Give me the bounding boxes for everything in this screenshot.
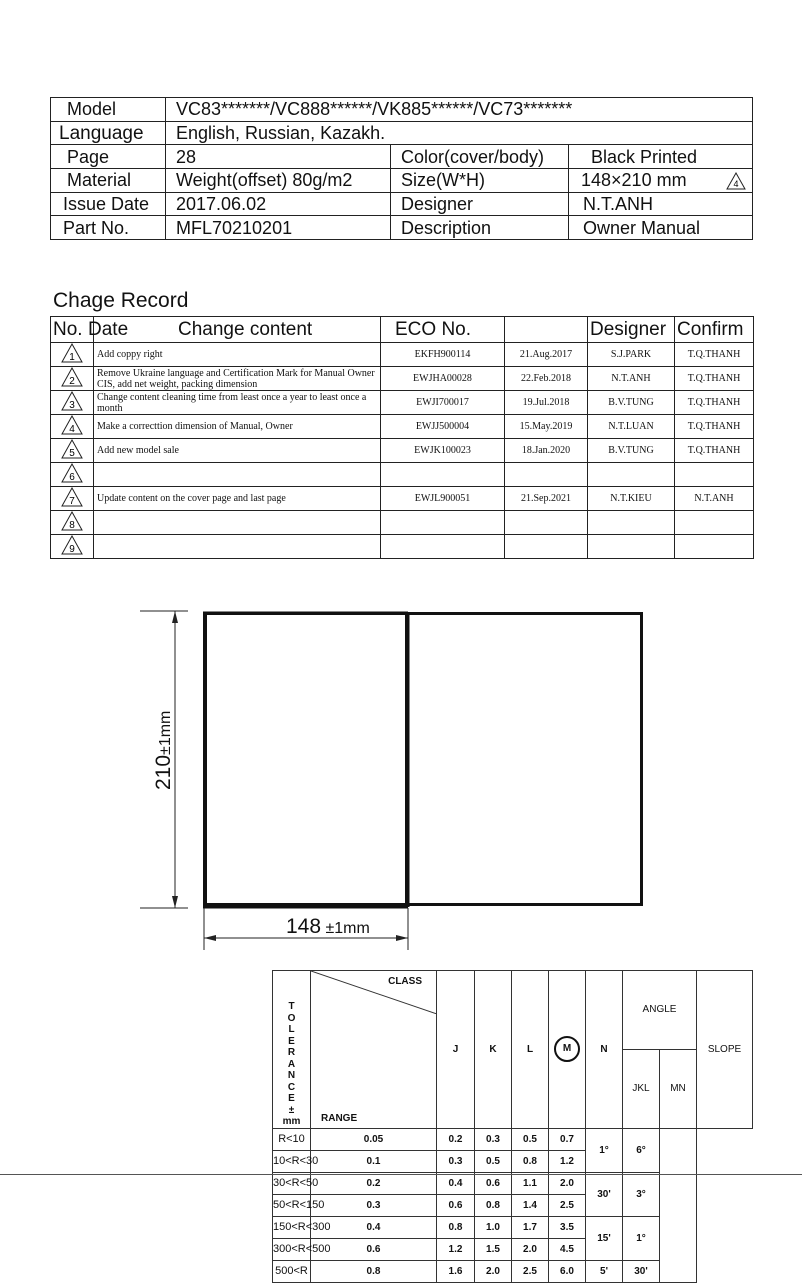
page-label: Page: [51, 145, 166, 169]
page-left-frame: [204, 612, 409, 906]
range-value: 150<R<300: [273, 1216, 311, 1238]
tolerance-j: 0.1: [311, 1150, 437, 1172]
change-date: [505, 535, 588, 559]
tolerance-j: 0.4: [311, 1216, 437, 1238]
revision-triangle-icon: [51, 415, 94, 439]
range-value: 10<R<30: [273, 1150, 311, 1172]
change-record-row: [51, 391, 754, 415]
change-content: [94, 463, 381, 487]
angle-mn: 3°: [623, 1172, 660, 1216]
description-label: Description: [391, 216, 569, 240]
arrow-left-icon: [204, 935, 216, 941]
revision-triangle-icon: [51, 343, 94, 367]
revision-number: 3: [69, 400, 75, 411]
tolerance-j: 0.2: [311, 1172, 437, 1194]
col-j: J: [437, 971, 475, 1129]
change-content: Remove Ukraine language and Certification Mark for Manual Owner CIS, add net weight, packing dimension: [94, 367, 381, 391]
confirm: N.T.ANH: [675, 487, 754, 511]
width-label: [286, 915, 370, 939]
change-date: [505, 511, 588, 535]
revision-triangle-icon: [51, 391, 94, 415]
revision-triangle-icon: [51, 439, 94, 463]
tolerance-k: 0.4: [437, 1172, 475, 1194]
confirm: [675, 535, 754, 559]
revision-number: 9: [69, 544, 75, 555]
tolerance-side-char: C: [287, 1081, 296, 1093]
triangle-icon: [61, 343, 83, 363]
confirm: T.Q.THANH: [675, 415, 754, 439]
header-eco-no: ECO No.: [381, 317, 505, 343]
part-no-label: Part No.: [51, 216, 166, 240]
change-record-table: [50, 316, 754, 559]
col-l: L: [512, 971, 549, 1129]
change-date: 18.Jan.2020: [505, 439, 588, 463]
tolerance-m: 1.7: [512, 1216, 549, 1238]
range-label: RANGE: [321, 1112, 358, 1124]
tolerance-l: 0.8: [475, 1194, 512, 1216]
tolerance-n: 2.0: [549, 1172, 586, 1194]
eco-no: [381, 535, 505, 559]
tolerance-m: 2.0: [512, 1238, 549, 1260]
angle-jkl: 5': [586, 1260, 623, 1282]
tolerance-side-char: N: [287, 1070, 296, 1081]
change-content: Make a correcttion dimension of Manual, Owner: [94, 415, 381, 439]
tolerance-m: 0.8: [512, 1150, 549, 1172]
change-record-row: [51, 511, 754, 535]
tolerance-side-char: ±: [288, 1104, 295, 1116]
tolerance-m: 1.1: [512, 1172, 549, 1194]
tolerance-k: 0.3: [437, 1150, 475, 1172]
header-change-content: Change content: [94, 317, 381, 343]
tolerance-l: 2.0: [475, 1260, 512, 1282]
change-record-row: [51, 367, 754, 391]
designer: N.T.KIEU: [588, 487, 675, 511]
eco-no: EWJJ500004: [381, 415, 505, 439]
model-label: Model: [51, 98, 166, 122]
confirm: T.Q.THANH: [675, 439, 754, 463]
language-label: Language: [51, 121, 166, 145]
height-value: 210: [152, 754, 175, 790]
change-record-row: [51, 535, 754, 559]
tolerance-n: 2.5: [549, 1194, 586, 1216]
tolerance-j: 0.05: [311, 1128, 437, 1150]
tolerance-l: 1.0: [475, 1216, 512, 1238]
triangle-icon: [61, 415, 83, 435]
revision-triangle-icon: [51, 511, 94, 535]
tolerance-table: [272, 970, 753, 1283]
revision-number: 4: [69, 424, 75, 435]
page-right-frame: [407, 612, 643, 906]
angle-mn: 6°: [623, 1128, 660, 1172]
tolerance-side-char: E: [288, 1035, 295, 1047]
tolerance-side-char: R: [287, 1047, 296, 1058]
header-blank: [505, 317, 588, 343]
angle-mn: 1°: [623, 1216, 660, 1260]
designer: N.T.ANH: [588, 367, 675, 391]
eco-no: EWJK100023: [381, 439, 505, 463]
header-confirm: Confirm: [675, 317, 754, 343]
material-value: Weight(offset) 80g/m2: [166, 169, 391, 193]
height-label: [152, 711, 176, 790]
width-tolerance: ±1mm: [325, 920, 370, 937]
tolerance-side-label: [273, 971, 311, 1129]
confirm: T.Q.THANH: [675, 367, 754, 391]
change-content: Change content cleaning time from least once a year to least once a month: [94, 391, 381, 415]
change-date: 15.May.2019: [505, 415, 588, 439]
eco-no: [381, 511, 505, 535]
description-value: Owner Manual: [569, 216, 753, 240]
angle-mn: 30': [623, 1260, 660, 1282]
revision-triangle-icon: [51, 487, 94, 511]
issue-date-value: 2017.06.02: [166, 192, 391, 216]
arrow-up-icon: [172, 611, 178, 623]
col-n: N: [586, 971, 623, 1129]
confirm: [675, 511, 754, 535]
change-date: 21.Sep.2021: [505, 487, 588, 511]
tolerance-n: 6.0: [549, 1260, 586, 1282]
range-value: 500<R: [273, 1260, 311, 1282]
color-label: Color(cover/body): [391, 145, 569, 169]
tolerance-n: 3.5: [549, 1216, 586, 1238]
angle-jkl: 1°: [586, 1128, 623, 1172]
tolerance-j: 0.3: [311, 1194, 437, 1216]
tolerance-k: 0.8: [437, 1216, 475, 1238]
revision-number: 6: [69, 472, 75, 483]
triangle-icon: [61, 391, 83, 411]
language-value: English, Russian, Kazakh.: [166, 121, 753, 145]
designer: B.V.TUNG: [588, 439, 675, 463]
eco-no: EWJL900051: [381, 487, 505, 511]
change-record-row: [51, 343, 754, 367]
angle-header: ANGLE: [623, 971, 697, 1050]
tolerance-l: 0.6: [475, 1172, 512, 1194]
issue-date-label: Issue Date: [51, 192, 166, 216]
width-value: 148: [286, 915, 322, 938]
page-value: 28: [166, 145, 391, 169]
eco-no: EKFH900114: [381, 343, 505, 367]
part-no-value: MFL70210201: [166, 216, 391, 240]
tolerance-n: 0.7: [549, 1128, 586, 1150]
triangle-icon: [61, 511, 83, 531]
header-no: No. Date: [51, 317, 94, 343]
change-content: Update content on the cover page and last page: [94, 487, 381, 511]
triangle-icon: [61, 439, 83, 459]
slope-header: SLOPE: [697, 971, 753, 1129]
tolerance-side-char: mm: [282, 1116, 301, 1127]
eco-no: EWJI700017: [381, 391, 505, 415]
revision-triangle-icon: [51, 463, 94, 487]
change-content: [94, 511, 381, 535]
class-range-header: [311, 971, 437, 1129]
tolerance-k: 0.2: [437, 1128, 475, 1150]
spec-table: [50, 97, 753, 240]
change-record-row: [51, 463, 754, 487]
designer: S.J.PARK: [588, 343, 675, 367]
slope-value: [660, 1128, 697, 1282]
designer: [588, 535, 675, 559]
tolerance-row: [273, 1128, 753, 1150]
tolerance-m: 0.5: [512, 1128, 549, 1150]
revision-number: 1: [69, 352, 75, 363]
tolerance-side-char: E: [288, 1093, 295, 1104]
triangle-icon: [61, 463, 83, 483]
tolerance-side-char: O: [287, 1012, 296, 1024]
size-value: 148×210 mm: [581, 169, 687, 190]
change-content: [94, 535, 381, 559]
designer-value: N.T.ANH: [569, 192, 753, 216]
tolerance-side-char: L: [288, 1024, 295, 1035]
tolerance-k: 0.6: [437, 1194, 475, 1216]
confirm: T.Q.THANH: [675, 391, 754, 415]
range-value: 300<R<500: [273, 1238, 311, 1260]
tolerance-l: 0.5: [475, 1150, 512, 1172]
size-label: Size(W*H): [391, 169, 569, 193]
arrow-down-icon: [172, 896, 178, 908]
angle-jkl: 15': [586, 1216, 623, 1260]
designer: [588, 463, 675, 487]
revision-number: 5: [69, 448, 75, 459]
eco-no: EWJHA00028: [381, 367, 505, 391]
revision-triangle-icon: [726, 172, 746, 190]
tolerance-n: 1.2: [549, 1150, 586, 1172]
tolerance-l: 1.5: [475, 1238, 512, 1260]
revision-number: 4: [733, 179, 739, 190]
tolerance-k: 1.2: [437, 1238, 475, 1260]
change-record-title: Chage Record: [53, 289, 189, 312]
change-date: 19.Jul.2018: [505, 391, 588, 415]
change-content: Add coppy right: [94, 343, 381, 367]
tolerance-n: 4.5: [549, 1238, 586, 1260]
confirm: T.Q.THANH: [675, 343, 754, 367]
header-designer: Designer: [588, 317, 675, 343]
arrow-right-icon: [396, 935, 408, 941]
col-k: K: [475, 971, 512, 1129]
triangle-icon: [61, 535, 83, 555]
change-date: 21.Aug.2017: [505, 343, 588, 367]
revision-triangle-icon: [51, 367, 94, 391]
change-record-row: [51, 487, 754, 511]
range-value: R<10: [273, 1128, 311, 1150]
change-record-row: [51, 439, 754, 463]
tolerance-l: 0.3: [475, 1128, 512, 1150]
model-value: VC83*******/VC888******/VK885******/VC73*******: [166, 98, 753, 122]
change-record-row: [51, 415, 754, 439]
revision-number: 7: [69, 496, 75, 507]
confirm: [675, 463, 754, 487]
size-cell: [569, 169, 753, 193]
tolerance-side-char: A: [287, 1058, 296, 1070]
designer-label: Designer: [391, 192, 569, 216]
tolerance-side-char: T: [288, 1001, 295, 1012]
page-bottom-rule: [0, 1174, 802, 1175]
col-m: [549, 971, 586, 1129]
change-date: [505, 463, 588, 487]
range-value: 30<R<50: [273, 1172, 311, 1194]
jkl-header: JKL: [623, 1049, 660, 1128]
revision-number: 2: [69, 376, 75, 387]
color-value: Black Printed: [569, 145, 753, 169]
designer: [588, 511, 675, 535]
header-date: Date: [88, 319, 129, 340]
tolerance-m: 2.5: [512, 1260, 549, 1282]
revision-triangle-icon: [51, 535, 94, 559]
tolerance-j: 0.6: [311, 1238, 437, 1260]
change-date: 22.Feb.2018: [505, 367, 588, 391]
designer: B.V.TUNG: [588, 391, 675, 415]
revision-number: 8: [69, 520, 75, 531]
change-content: Add new model sale: [94, 439, 381, 463]
col-m-circled: M: [554, 1036, 580, 1062]
angle-jkl: 30': [586, 1172, 623, 1216]
range-value: 50<R<150: [273, 1194, 311, 1216]
eco-no: [381, 463, 505, 487]
tolerance-j: 0.8: [311, 1260, 437, 1282]
triangle-icon: [61, 487, 83, 507]
tolerance-k: 1.6: [437, 1260, 475, 1282]
material-label: Material: [51, 169, 166, 193]
tolerance-m: 1.4: [512, 1194, 549, 1216]
center-fold: [406, 612, 409, 906]
height-tolerance: ±1mm: [157, 710, 174, 755]
class-label: CLASS: [388, 976, 422, 987]
designer: N.T.LUAN: [588, 415, 675, 439]
mn-header: MN: [660, 1049, 697, 1128]
triangle-icon: [61, 367, 83, 387]
